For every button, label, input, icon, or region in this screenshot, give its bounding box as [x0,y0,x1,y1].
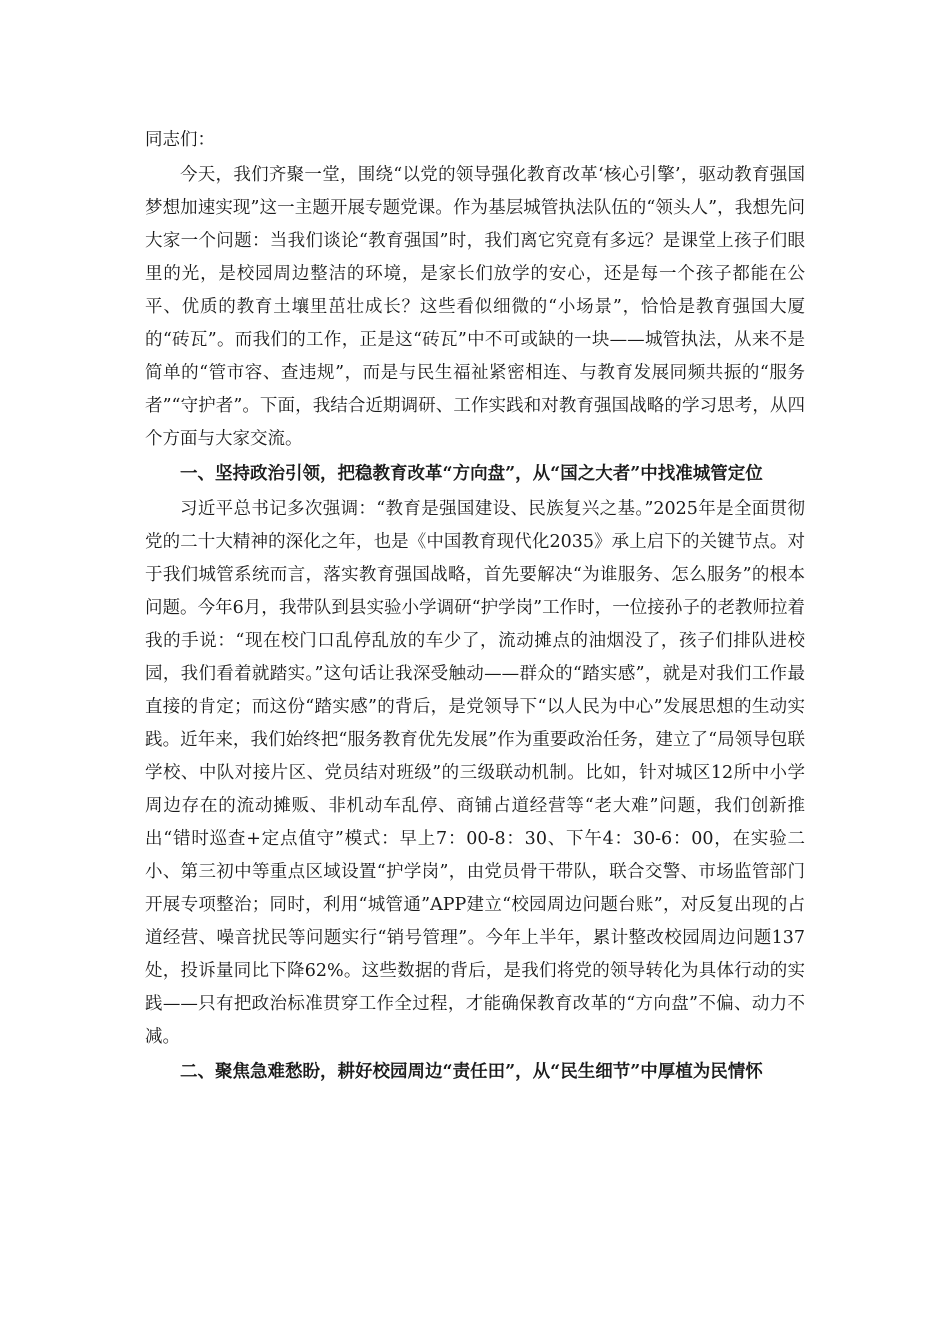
section-2-heading: 二、聚焦急难愁盼，耕好校园周边“责任田”，从“民生细节”中厚植为民情怀 [180,1062,763,1082]
section-1-heading: 一、坚持政治引领，把稳教育改革“方向盘”，从“国之大者”中找准城管定位 [180,464,763,484]
section-1-paragraph: 习近平总书记多次强调：“教育是强国建设、民族复兴之基。”2025年是全面贯彻党的二十大精神的深化之年，也是《中国教育现代化2035》承上启下的关键节点。对于我们城管系统而言，落实教育强国战略，首先要解决“为谁服务、怎么服务”的根本问题。今年6月，我带队到县实验小学调研“护学岗”工作时，一位接孙子的老教师拉着我的手说：“现在校门口乱停乱放的车少了，流动摊点的油烟没了，孩子们排队进校园，我们看着就踏实。”这句话让我深受触动——群众的“踏实感”，就是对我们工作最直接的肯定；而这份“踏实感”的背后，是党领导下“以人民为中心”发展思想的生动实践。近年来，我们始终把“服务教育优先发展”作为重要政治任务，建立了“局领导包联学校、中队对接片区、党员结对班级”的三级联动机制。比如，针对城区12所中小学周边存在的流动摊贩、非机动车乱停、商铺占道经营等“老大难”问题，我们创新推出“错时巡查+定点值守”模式：早上7：00-8：30、下午4：30-6：00，在实验二小、第三初中等重点区域设置“护学岗”，由党员骨干带队，联合交警、市场监管部门开展专项整治；同时，利用“城管通”APP建立“校园周边问题台账”，对反复出现的占道经营、噪音扰民等问题实行“销号管理”。今年上半年，累计整改校园周边问题137处，投诉量同比下降62%。这些数据的背后，是我们将党的领导转化为具体行动的实践——只有把政治标准贯穿工作全过程，才能确保教育改革的“方向盘”不偏、动力不减。 [145,499,805,1047]
document-page [145,124,805,1091]
intro-paragraph: 今天，我们齐聚一堂，围绕“以党的领导强化教育改革‘核心引擎’，驱动教育强国梦想加速实现”这一主题开展专题党课。作为基层城管执法队伍的“领头人”，我想先问大家一个问题：当我们谈论“教育强国”时，我们离它究竟有多远？是课堂上孩子们眼里的光，是校园周边整洁的环境，是家长们放学的安心，还是每一个孩子都能在公平、优质的教育土壤里茁壮成长？这些看似细微的“小场景”，恰恰是教育强国大厦的“砖瓦”。而我们的工作，正是这“砖瓦”中不可或缺的一块——城管执法，从来不是简单的“管市容、查违规”，而是与民生福祉紧密相连、与教育发展同频共振的“服务者”“守护者”。下面，我结合近期调研、工作实践和对教育强国战略的学习思考，从四个方面与大家交流。 [145,165,805,449]
salutation: 同志们： [145,130,215,150]
